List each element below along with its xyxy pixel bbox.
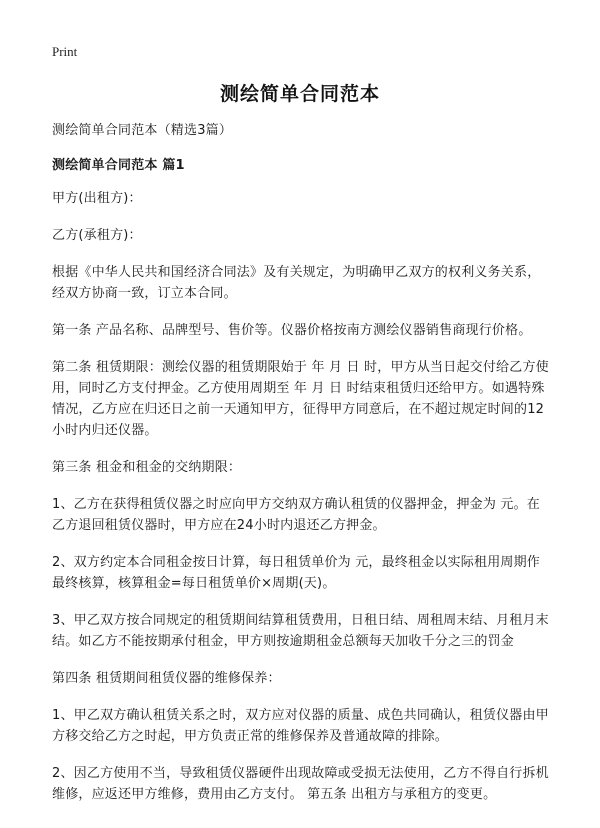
article-4-heading: 第四条 租赁期间租赁仪器的维修保养： [52,671,281,686]
article-2-paragraph: 第二条 租赁期限：测绘仪器的租赁期限始于 年 月 日 时，甲方从当日起交付给乙方使用，同时乙方支付押金。乙方使用周期至 年 月 日 时结束租赁归还给甲方。如遇特殊情况，乙方应在归还日之前一天通知甲方，征得甲方同意后，在不超过规定时间的12小时内归还仪器。 [52,360,549,438]
section-heading: 测绘简单合同范本 篇1 [52,158,185,173]
party-b-line: 乙方(承租方)： [52,228,142,243]
article-4-item-1: 1、甲乙双方确认租赁关系之时，双方应对仪器的质量、成色共同确认，租赁仪器由甲方移交给乙方之时起，甲方负责正常的维修保养及普通故障的排除。 [52,708,549,744]
document-body [52,120,550,821]
article-3-item-1: 1、乙方在获得租赁仪器之时应向甲方交纳双方确认租赁的仪器押金，押金为 元。在乙方退回租赁仪器时，甲方应在24小时内退还乙方押金。 [52,497,541,533]
article-4-item-2: 2、因乙方使用不当，导致租赁仪器硬件出现故障或受损无法使用，乙方不得自行拆机维修，应返还甲方维修，费用由乙方支付。 第五条 出租方与承租方的变更。 [52,766,549,802]
preamble-paragraph: 根据《中华人民共和国经济合同法》及有关规定，为明确甲乙双方的权利义务关系，经双方协商一致，订立本合同。 [52,265,541,301]
document-title: 测绘简单合同范本 [219,83,380,105]
party-a-line: 甲方(出租方)： [52,191,142,206]
article-3-item-2: 2、双方约定本合同租金按日计算，每日租赁单价为 元，最终租金以实际租用周期作最终核算，核算租金=每日租赁单价×周期(天)。 [52,555,541,591]
article-3-item-3: 3、甲乙双方按合同规定的租赁期间结算租赁费用，日租日结、周租周末结、月租月末结。如乙方不能按期承付租金，甲方则按逾期租金总额每天加收千分之三的罚金 [52,613,549,649]
print-label[interactable]: Print [52,44,78,59]
article-1-paragraph: 第一条 产品名称、品牌型号、售价等。仪器价格按南方测绘仪器销售商现行价格。 [52,323,532,338]
article-3-heading: 第三条 租金和租金的交纳期限： [52,460,242,475]
document-subtitle: 测绘简单合同范本（精选3篇） [52,123,233,138]
